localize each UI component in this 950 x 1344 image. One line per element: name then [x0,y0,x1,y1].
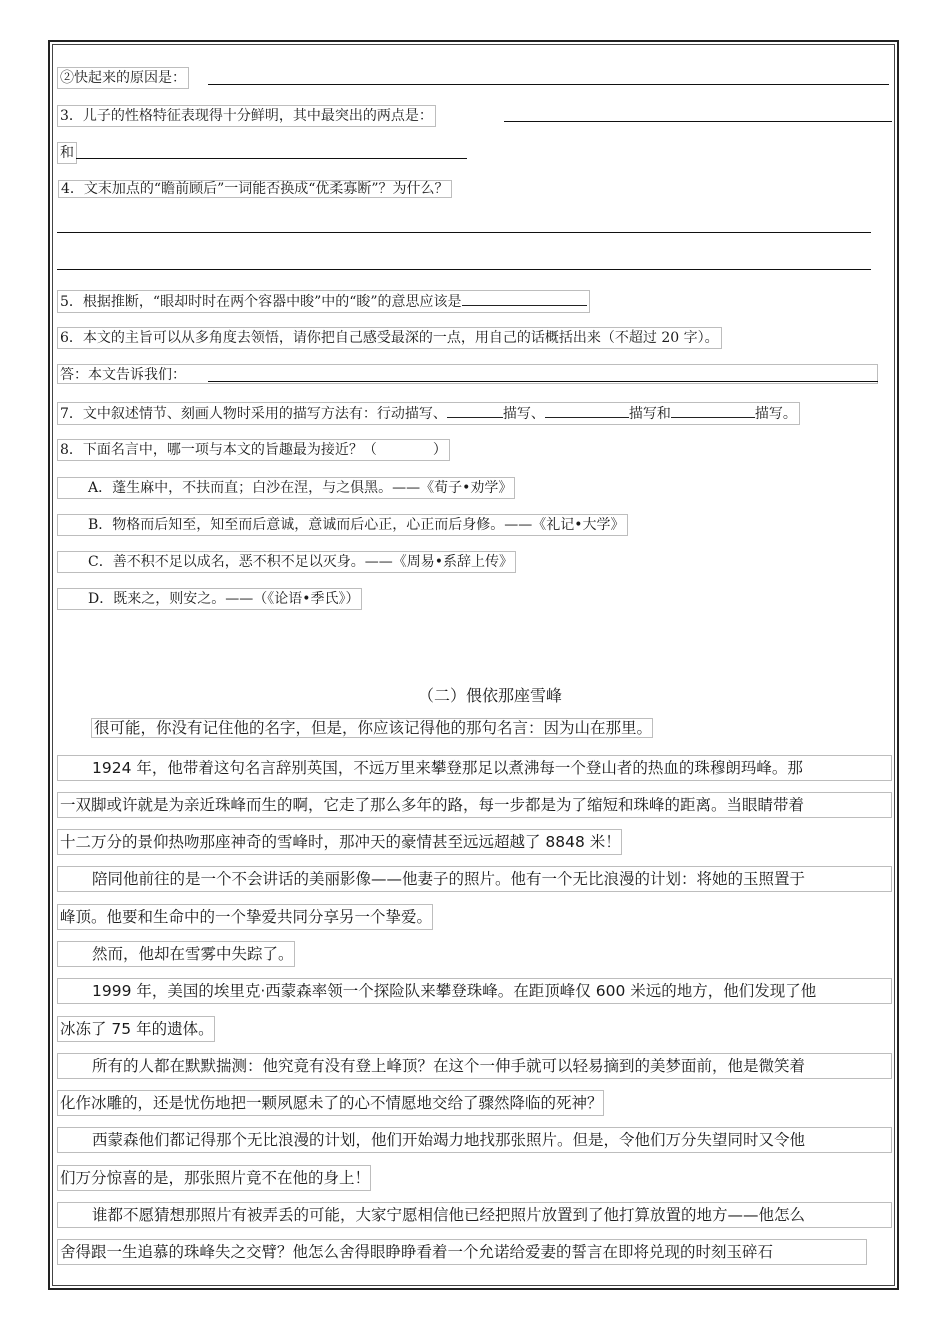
answer-line-3a[interactable] [504,121,892,122]
answer-line-6[interactable] [208,381,878,382]
question-7-part-d: 描写。 [754,406,797,422]
answer-line-4a[interactable] [57,232,871,233]
passage-line: 陪同他前往的是一个不会讲话的美丽影像——他妻子的照片。他有一个无比浪漫的计划：将她的玉照置于 [57,866,892,892]
answer-blank-5[interactable] [462,291,587,306]
question-6-label: 6．本文的主旨可以从多角度去领悟，请你把自己感受最深的一点，用自己的话概括出来（不超过 20 字）。 [57,327,722,349]
question-7-part-c: 描写和 [628,406,671,422]
question-6-answer-prefix: 答：本文告诉我们： [60,367,186,383]
question-5-label [57,290,590,313]
answer-blank-7b[interactable] [545,403,629,418]
answer-line-2-2[interactable] [208,84,889,85]
passage-line: 们万分惊喜的是，那张照片竟不在他的身上！ [57,1165,371,1191]
answer-line-4b[interactable] [57,269,871,270]
question-3-and: 和 [57,142,77,164]
passage-line: 化作冰雕的，还是忧伤地把一颗夙愿未了的心不情愿地交给了骤然降临的死神？ [57,1090,604,1116]
passage-line: 舍得跟一生追慕的珠峰失之交臂？他怎么舍得眼睁睁看着一个允诺给爱妻的誓言在即将兑现的时刻玉碎石 [57,1239,867,1265]
passage-line: 然而，他却在雪雾中失踪了。 [57,941,295,967]
question-8-option-b[interactable]: B．物格而后知至，知至而后意诚，意诚而后心正，心正而后身修。——《礼记•大学》 [57,514,628,536]
question-7-label [57,402,800,425]
question-8-option-c[interactable]: C．善不积不足以成名，恶不积不足以灭身。——《周易•系辞上传》 [57,551,516,573]
passage-title: （二）偎依那座雪峰 [417,686,562,705]
passage-line: 1999 年，美国的埃里克·西蒙森率领一个探险队来攀登珠峰。在距顶峰仅 600 米远的地方，他们发现了他 [57,978,892,1004]
question-8-option-d[interactable]: D．既来之，则安之。——（《论语•季氏》） [57,588,362,610]
passage-line [57,716,653,740]
answer-blank-7a[interactable] [447,403,503,418]
passage-line: 峰顶。他要和生命中的一个挚爱共同分享另一个挚爱。 [57,904,433,930]
passage-line: 谁都不愿猜想那照片有被弄丢的可能，大家宁愿相信他已经把照片放置到了他打算放置的地方——他怎么 [57,1202,892,1228]
question-2-2-label: ②快起来的原因是： [57,67,189,89]
passage-line: 所有的人都在默默揣测：他究竟有没有登上峰顶？在这个一伸手就可以轻易摘到的美梦面前，他是微笑着 [57,1053,892,1079]
passage-line: 一双脚或许就是为亲近珠峰而生的啊，它走了那么多年的路，每一步都是为了缩短和珠峰的距离。当眼睛带着 [57,792,892,818]
passage-line: 西蒙森他们都记得那个无比浪漫的计划，他们开始竭力地找那张照片。但是，令他们万分失望同时又令他 [57,1127,892,1153]
passage-line: 冰冻了 75 年的遗体。 [57,1016,215,1042]
answer-blank-7c[interactable] [671,403,755,418]
question-7-part-b: 描写、 [502,406,545,422]
passage-line: 1924 年，他带着这句名言辞别英国，不远万里来攀登那足以煮沸每一个登山者的热血的珠穆朗玛峰。那 [57,755,892,781]
passage-line-text: 很可能，你没有记住他的名字，但是，你应该记得他的那句名言：因为山在那里。 [91,718,653,738]
question-7-part-a: 7．文中叙述情节、刻画人物时采用的描写方法有：行动描写、 [60,406,447,422]
answer-line-3b[interactable] [76,158,467,159]
question-8-option-a[interactable]: A．蓬生麻中，不扶而直；白沙在涅，与之俱黑。——《荀子•劝学》 [57,477,515,499]
passage-line: 十二万分的景仰热吻那座神奇的雪峰时，那冲天的豪情甚至远远超越了 8848 米！ [57,829,622,855]
question-4-label: 4．文末加点的“瞻前顾后”一词能否换成“优柔寡断”？为什么？ [58,180,452,198]
question-8-label: 8．下面名言中，哪一项与本文的旨趣最为接近？（ ） [57,439,450,461]
question-4-wrap [57,178,453,200]
question-5-text: 5．根据推断，“眼却时时在两个容器中睃”中的“睃”的意思应该是 [60,294,462,310]
question-3-label: 3．儿子的性格特征表现得十分鲜明，其中最突出的两点是： [57,105,436,127]
